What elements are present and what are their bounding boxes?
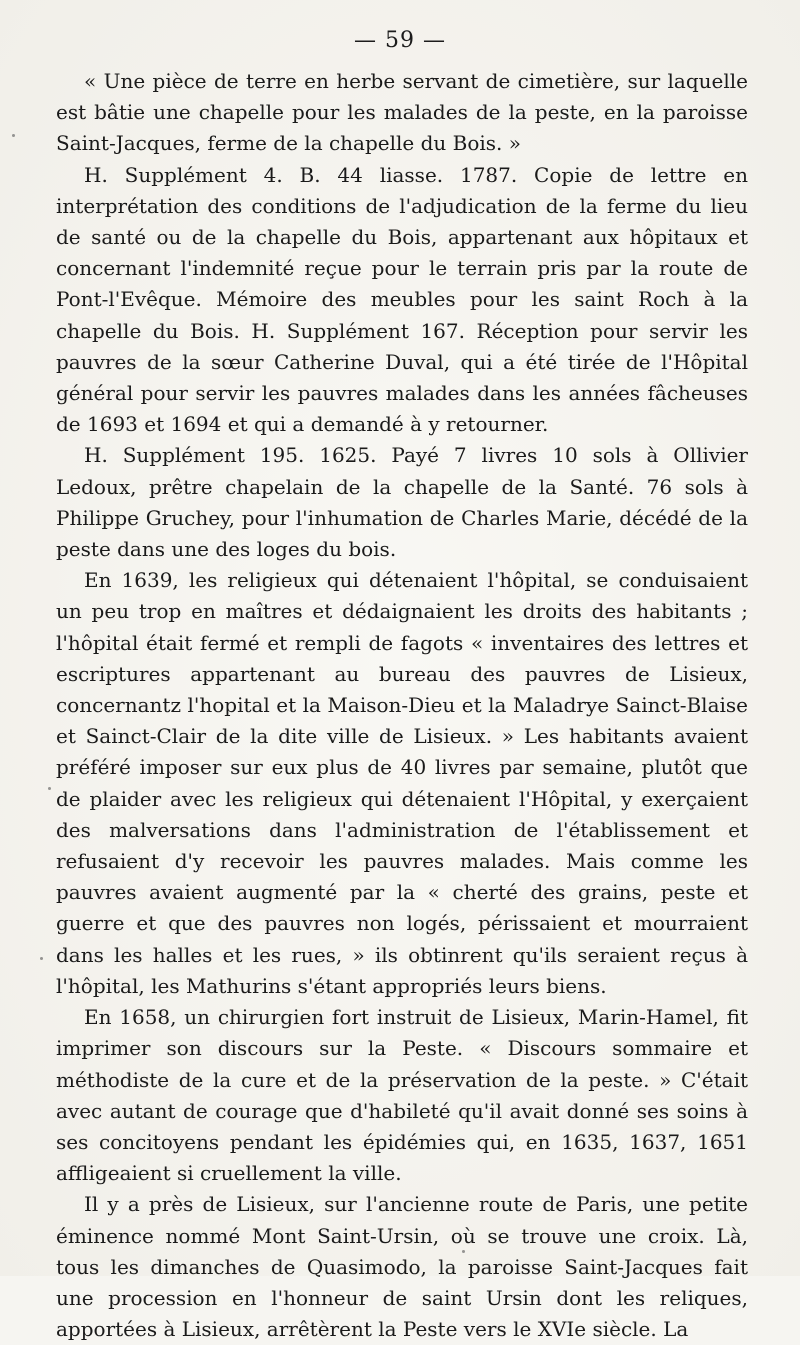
paragraph-mont-saint-ursin: Il y a près de Lisieux, sur l'ancienne route de Paris, une petite éminence nommé Mont Saint-Ursin, où se trouve une croix. Là, tous les dimanches de Quasimodo, la paroisse Saint-Jacques fait une procession en l'honneur de saint Ursin dont les reliques, apportées à Lisieux, arrêtèrent la Peste vers le XVIe siècle. La	[56, 1192, 748, 1342]
paragraph-supplement-195: H. Supplément 195. 1625. Payé 7 livres 10 sols à Ollivier Ledoux, prêtre chapelain de la chapelle de la Santé. 76 sols à Philippe Gruchey, pour l'inhumation de Charles Marie, décédé de la peste dans une des loges du bois.	[56, 443, 748, 562]
paragraph-cemetery-quote: « Une pièce de terre en herbe servant de cimetière, sur laquelle est bâtie une chapelle pour les malades de la peste, en la paroisse Saint-Jacques, ferme de la chapelle du Bois. »	[56, 69, 748, 156]
body-text	[56, 66, 748, 1345]
paragraph-supplement-4: H. Supplément 4. B. 44 liasse. 1787. Copie de lettre en interprétation des conditions de l'adjudication de la ferme du lieu de santé ou de la chapelle du Bois, appartenant aux hôpitaux et concernant l'indemnité reçue pour le terrain pris par la route de Pont-l'Evêque. Mémoire des meubles pour les saint Roch à la chapelle du Bois. H. Supplément 167. Réception pour servir les pauvres de la sœur Catherine Duval, qui a été tirée de l'Hôpital général pour servir les pauvres malades dans les années fâcheuses de 1693 et 1694 et qui a demandé à y retourner.	[56, 162, 748, 437]
page-number: — 59 —	[354, 28, 446, 53]
scan-speck	[462, 1250, 465, 1253]
paragraph-1639-religious: En 1639, les religieux qui détenaient l'hôpital, se conduisaient un peu trop en maîtres et dédaignaient les droits des habitants ; l'hôpital était fermé et rempli de fagots « inventaires des lettres et escriptures appartenant au bureau des pauvres de Lisieux, concernantz l'hopital et la Maison-Dieu et la Maladrye Sainct-Blaise et Sainct-Clair de la dite ville de Lisieux. » Les habitants avaient préféré imposer sur eux plus de 40 livres par semaine, plutôt que de plaider avec les religieux qui détenaient l'Hôpital, y exerçaient des malversations dans l'administration de l'établissement et refusaient d'y recevoir les pauvres malades. Mais comme les pauvres avaient augmenté par la « cherté des grains, peste et guerre et que des pauvres non logés, périssaient et mourraient dans les halles et les rues, » ils obtinrent qu'ils seraient reçus à l'hôpital, les Mathurins s'étant appropriés leurs biens.	[56, 568, 748, 998]
scan-speck	[48, 787, 51, 790]
paragraph-1658-surgeon: En 1658, un chirurgien fort instruit de Lisieux, Marin-Hamel, fit imprimer son discours sur la Peste. « Discours sommaire et méthodiste de la cure et de la préservation de la peste. » C'était avec autant de courage que d'habileté qu'il avait donné ses soins à ses concitoyens pendant les épidémies qui, en 1635, 1637, 1651 affligeaient si cruellement la ville.	[56, 1005, 748, 1186]
scan-speck	[12, 134, 15, 137]
scan-speck	[40, 957, 43, 960]
